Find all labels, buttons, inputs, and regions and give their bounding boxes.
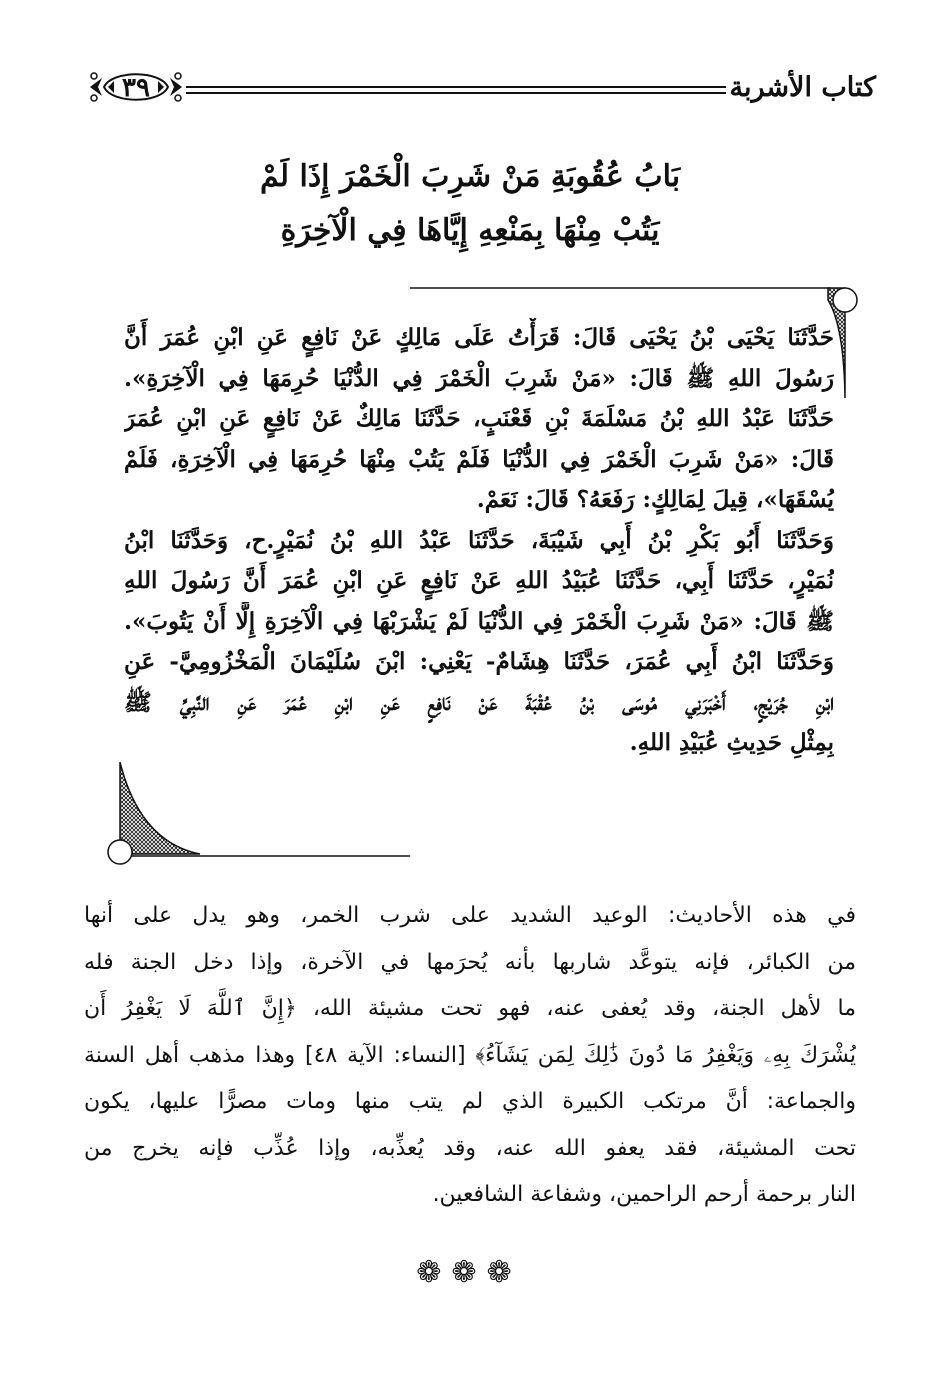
commentary-line: النار برحمة أرحم الراحمين، وشفاعة الشافعين. [432, 1182, 856, 1207]
commentary-line: يُشْرَكَ بِهِۦ وَيَغْفِرُ مَا دُونَ ذَٰلِكَ لِمَن يَشَآءُ﴾ [النساء: الآية ٤٨] وهذا مذهب أهل السنة [84, 1042, 856, 1068]
hadith-line: يُسْقَهَا»، قِيلَ لِمَالِكٍ: رَفَعَهُ؟ قَالَ: نَعَمْ. [476, 486, 834, 513]
header-rule-top [186, 86, 726, 88]
commentary-line: في هذه الأحاديث: الوعيد الشديد على شرب الخمر، وهو يدل على أنها [84, 903, 856, 928]
chapter-title [120, 150, 820, 258]
header-rule-bottom [186, 92, 726, 94]
page-number: ٣٩ [122, 73, 150, 103]
hadith-line: ﷺ قَالَ: «مَنْ شَرِبَ الْخَمْرَ فِي الدُّنْيَا لَمْ يَشْرَبْهَا فِي الْآخِرَةِ إِلَّا أَنْ يَتُوبَ». [124, 607, 834, 635]
hadith-line: رَسُولَ اللهِ ﷺ قَالَ: «مَنْ شَرِبَ الْخَمْرَ فِي الدُّنْيَا حُرِمَهَا فِي الْآخِرَةِ». [124, 364, 834, 392]
hadith-line: قَالَ: «مَنْ شَرِبَ الْخَمْرَ فِي الدُّنْيَا فَلَمْ يَتُبْ مِنْهَا حُرِمَهَا فِي الْآخِرَةِ، فَلَمْ [124, 445, 834, 473]
hadith-block [124, 318, 834, 764]
hadith-line: وَحَدَّثَنَا ابْنُ أَبِي عُمَرَ، حَدَّثَنَا هِشَامٌ- يَعْنِي: ابْنَ سُلَيْمَانَ الْمَخْزُومِيَّ- عَنِ [124, 648, 834, 675]
hadith-line: وَحَدَّثَنَا أَبُو بَكْرِ بْنُ أَبِي شَيْبَةَ، حَدَّثَنَا عَبْدُ اللهِ بْنُ نُمَيْرٍ.ح، وَحَدَّثَنَا ابْنُ [124, 526, 834, 554]
hadith-line: نُمَيْرٍ، حَدَّثَنَا أَبِي، حَدَّثَنَا عُبَيْدُ اللهِ عَنْ نَافِعٍ عَنِ ابْنِ عُمَرَ أَنَّ رَسُولَ اللهِ [124, 567, 834, 594]
commentary-line: من الكبائر، فإنه يتوعَّد شاربها بأنه يُحرَمها في الآخرة، وإذا دخل الجنة فله [84, 949, 856, 975]
hadith-line: حَدَّثَنَا عَبْدُ اللهِ بْنُ مَسْلَمَةَ بْنِ قَعْنَبٍ، حَدَّثَنَا مَالِكٌ عَنْ نَافِعٍ عَنِ ابْنِ عُمَرَ [124, 405, 834, 432]
running-title: كتاب الأشربة [729, 72, 876, 103]
chapter-title-line: يَتُبْ مِنْهَا بِمَنْعِهِ إِيَّاهَا فِي الْآخِرَةِ [280, 213, 660, 248]
end-ornament-icon: ❁❁❁ [416, 1255, 522, 1290]
hadith-line: ابْنِ جُرَيْجٍ، أَخْبَرَنِي مُوسَى بْنُ عُقْبَةَ عَنْ نَافِعٍ عَنِ ابْنِ عُمَرَ عَنِ النَّبِيِّ ﷺ [124, 688, 834, 716]
commentary-line: ما لأهل الجنة، وقد يُعفى عنه، فهو تحت مشيئة الله، ﴿إِنَّ ٱللَّهَ لَا يَغْفِرُ أَن [84, 996, 856, 1021]
commentary-line: والجماعة: أنَّ مرتكب الكبيرة الذي لم يتب منها ومات مصرًّا عليها، يكون [84, 1089, 856, 1114]
commentary-line: تحت المشيئة، فقد يعفو الله عنه، وقد يُعذِّبه، وإذا عُذِّب فإنه يخرج من [84, 1135, 856, 1161]
page-number-badge [86, 64, 186, 110]
commentary-paragraph [84, 893, 856, 1219]
hadith-line: بِمِثْلِ حَدِيثِ عُبَيْدِ اللهِ. [629, 729, 834, 756]
chapter-title-line: بَابُ عُقُوبَةِ مَنْ شَرِبَ الْخَمْرَ إِذَا لَمْ [259, 159, 681, 194]
page-header [86, 58, 876, 118]
hadith-line: حَدَّثَنَا يَحْيَى بْنُ يَحْيَى قَالَ: قَرَأْتُ عَلَى مَالِكٍ عَنْ نَافِعٍ عَنِ ابْنِ عُمَرَ أَنَّ [124, 324, 834, 351]
